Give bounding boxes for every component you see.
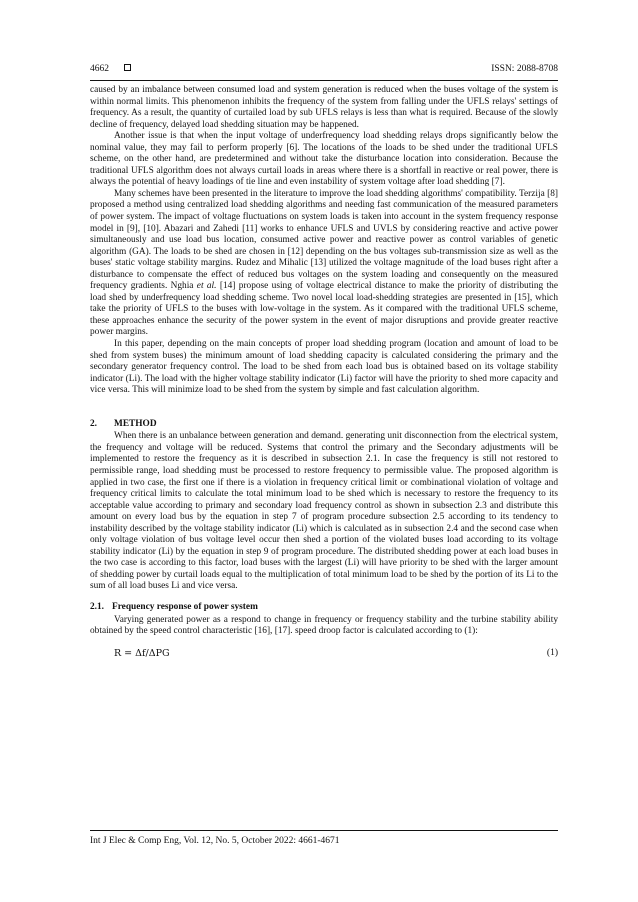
section-title: METHOD	[114, 418, 157, 429]
et-al-text: et al.	[196, 281, 217, 292]
paragraph-uvls-issue: Another issue is that when the input voltage of underfrequency load shedding relays drops significantly below the nominal value, they may fail to perform properly [6]. The locations of the loads to be shed under the traditional UFLS scheme, on the other hand, are predetermined and without take the disturbance location into consideration. Because the traditional UFLS algorithm does not always curtail loads in areas where there is a shortfall in reactive or real power, there is always the potential of heavy loadings of tie line and even instability of system voltage after load shedding [7].	[90, 131, 558, 188]
paragraph-contribution: In this paper, depending on the main concepts of proper load shedding program (location and amount of load to be shed from system buses) the minimum amount of load shedding capacity is calculated considering the primary and the secondary generator frequency control. The load to be shed from each load bus is obtained based on its voltage stability indicator (Li). The load with the higher voltage stability indicator (Li) factor will have the priority to shed more capacity and vice versa. This will minimize load to be shed from the system by simple and fast calculation algorithm.	[90, 339, 558, 396]
paragraph-literature-part1: Many schemes have been presented in the literature to improve the load shedding algorithms' compatibility. Terzija [8] proposed a method using centralized load shedding algorithms and needing fast communication of the measured parameters of power system. The impact of voltage fluctuations on system loads is taken into account in the system frequency response model in [9], [10]. Abazari and Zahedi [11] works to enhance UFLS and UVLS by considering reactive and active power simultaneously and use load bus location, consumed active power and reactive power as control variables of genetic algorithm (GA). The loads to be shed are chosen in [12] depending on the bus voltages sub-transmission size as well as the buses' static voltage stability margins. Rudez and Mihalic [13] utilized the voltage magnitude of the load buses right after a disturbance to compensate the effect of reduced bus voltages on the system loading and consequently on the measured frequency gradients. Nghia	[90, 188, 558, 292]
issn-label: ISSN: 2088-8708	[491, 64, 558, 74]
paragraph-literature	[90, 189, 558, 339]
equation-number: (1)	[546, 647, 558, 658]
page-number: 4662	[90, 64, 109, 74]
subsection-heading	[90, 602, 558, 614]
equation-1	[90, 648, 558, 662]
paragraph-continuation: caused by an imbalance between consumed load and system generation is reduced when the buses voltage of the system is within normal limits. This phenomenon inhibits the frequency of the system from falling under the UFLS relays' settings of frequency. As a result, the quantity of curtailed load by sub UFLS relays is less than what is required. Because of the slowly decline of frequency, delayed load shedding situation may be happened.	[90, 85, 558, 130]
subsection-number: 2.1.	[90, 601, 105, 612]
paragraph-frequency-response: Varying generated power as a respond to change in frequency or frequency stability and the turbine stability ability obtained by the speed control characteristic [16], [17]. speed droop factor is calculated according to (1):	[90, 614, 558, 637]
paragraph-method: When there is an unbalance between generation and demand. generating unit disconnection from the electrical system, the frequency and voltage will be reduced. Systems that control the primary and the Secondary adjustments will be implemented to restore the frequency as it is described in subsection 2.1. In case the frequency is still not restored to permissible range, load shedding must be processed to restore frequency to permissible value. The proposed algorithm is applied in two case, the first one if there is a violation in frequency critical limit or combinational violation of voltage and frequency critical limits to calculate the total minimum load to be shed which is necessary to restore the frequency to its acceptable value according to primary and secondary load frequency control as shown in subsection 2.3 and distribute this amount on every load bus by the equation in step 7 of program procedure subsection 2.5 according to its tendency to instability described by the voltage stability indicator (Li) which is calculated as in subsection 2.4 and the second case when only voltage violation of bus voltage level occur then shed a portion of the violated buses load according to its voltage stability indicator (Li) by the equation in step 9 of program procedure. The distributed shedding power at each load buses in the two case is according to this factor, load buses with the largest (Li) will have priority to be shed with the larger amount of shedding power by curtail loads equal to the multiplication of total minimum load to be shed by the portion of its Li to the sum of all load buses Li and vice versa.	[90, 431, 558, 592]
header-rule	[90, 80, 558, 81]
paragraph-literature-part2: [14] propose using of voltage electrical distance to make the priority of distributing the load shed by underfrequency load shedding scheme. Two novel local load-shedding strategies are presented in [15], which take the priority of UFLS to the buses with low-voltage in the system. As it compared with the traditional UFLS scheme, these approaches enhance the security of the power system in the event of major disruptions and provide greater reactive power margins.	[90, 281, 558, 338]
equation-expression: R = Δf/ΔPG	[114, 647, 170, 659]
section-heading	[90, 419, 558, 431]
section-number: 2.	[90, 418, 98, 429]
square-bullet-icon	[124, 64, 131, 71]
footer-rule	[90, 830, 558, 831]
journal-citation: Int J Elec & Comp Eng, Vol. 12, No. 5, October 2022: 4661-4671	[90, 836, 340, 846]
article-body	[90, 85, 558, 662]
page-header	[90, 60, 558, 78]
subsection-title: Frequency response of power system	[112, 601, 258, 612]
